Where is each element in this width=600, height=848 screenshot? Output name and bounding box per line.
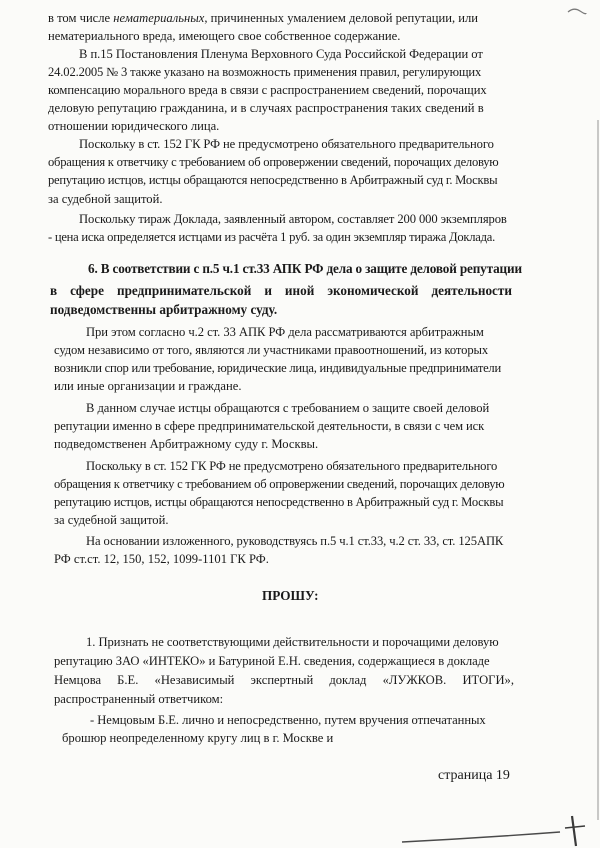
section-heading: подведомственны арбитражному суду. [50, 302, 278, 317]
text-line: судом независимо от того, являются ли участниками правоотношений, из которых [54, 343, 489, 357]
text-line: обращения к ответчику с требованием об опровержении сведений, порочащих деловую [54, 477, 505, 491]
text-word: доклад [329, 673, 367, 687]
text-fragment: в том числе [48, 11, 114, 25]
heading-word: экономической [327, 283, 419, 298]
text-line: В п.15 Постановления Пленума Верховного Суда Российской Федерации от [79, 47, 483, 61]
text-word: «ЛУЖКОВ. [382, 673, 447, 687]
text-line: При этом согласно ч.2 ст. 33 АПК РФ дела рассматриваются арбитражным [86, 325, 484, 339]
text-line: 1. Признать не соответствующими действительности и порочащими деловую [86, 635, 499, 649]
text-word: Б.Е. [117, 673, 139, 687]
heading-word: в [50, 283, 58, 298]
text-line: 24.02.2005 № 3 также указано на возможность применения правил, регулирующих [48, 65, 482, 79]
heading-word: и [264, 283, 272, 298]
section-heading [50, 282, 512, 300]
text-line: за судебной защитой. [48, 192, 163, 206]
text-line: отношении юридического лица. [48, 119, 220, 133]
text-line [54, 671, 514, 689]
italic-term: нематериальных [113, 11, 205, 25]
scan-mark-icon [566, 6, 588, 18]
text-word: Немцова [54, 673, 102, 687]
text-line: Поскольку в ст. 152 ГК РФ не предусмотрено обязательного предварительного [79, 137, 494, 151]
text-line: На основании изложенного, руководствуясь п.5 ч.1 ст.33, ч.2 ст. 33, ст. 125АПК [86, 534, 504, 548]
text-line: В данном случае истцы обращаются с требованием о защите своей деловой [86, 401, 490, 415]
scan-edge [597, 120, 599, 820]
page-edge-stroke-icon [400, 812, 590, 848]
text-line: брошюр неопределенному кругу лиц в г. Москве и [62, 731, 334, 745]
heading-word: иной [284, 283, 315, 298]
text-line: репутацию истцов, истцы обращаются непосредственно в Арбитражный суд г. Москвы [48, 173, 498, 187]
text-line: - Немцовым Б.Е. лично и непосредственно, путем вручения отпечатанных [90, 713, 486, 727]
heading-word: сфере [70, 283, 104, 298]
text-line: распространенный ответчиком: [54, 692, 224, 706]
text-line: нематериального вреда, имеющего свое собственное содержание. [48, 29, 401, 43]
text-word: «Независимый [154, 673, 235, 687]
page-number: страница 19 [438, 768, 510, 783]
text-word: экспертный [250, 673, 314, 687]
request-heading: ПРОШУ: [262, 588, 319, 603]
text-line: за судебной защитой. [54, 513, 169, 527]
text-line: - цена иска определяется истцами из расчёта 1 руб. за один экземпляр тиража Доклада. [48, 230, 496, 244]
text-line: репутации именно в сфере предпринимательской деятельности, в связи с чем иск [54, 419, 485, 433]
text-line: репутацию ЗАО «ИНТЕКО» и Батуриной Е.Н. сведения, содержащиеся в докладе [54, 654, 490, 668]
heading-word: предпринимательской [116, 283, 252, 298]
text-line: деловую репутацию гражданина, и в случаях распространения таких сведений в [48, 101, 484, 115]
text-word: ИТОГИ», [462, 673, 514, 687]
text-line: или иные организации и граждане. [54, 379, 242, 393]
text-line: подведомственен Арбитражному суду г. Москвы. [54, 437, 319, 451]
section-heading: 6. В соответствии с п.5 ч.1 ст.33 АПК РФ дела о защите деловой репутации [88, 261, 522, 276]
heading-word: деятельности [431, 283, 512, 298]
text-line: возникли спор или требование, юридические лица, индивидуальные предприниматели [54, 361, 501, 375]
text-fragment: , причиненных умалением деловой репутации, или [204, 11, 479, 25]
text-line [48, 9, 554, 27]
text-line: Поскольку тираж Доклада, заявленный автором, составляет 200 000 экземпляров [79, 212, 507, 226]
text-line: репутацию истцов, истцы обращаются непосредственно в Арбитражный суд г. Москвы [54, 495, 504, 509]
text-line: обращения к ответчику с требованием об опровержении сведений, порочащих деловую [48, 155, 499, 169]
text-line: компенсацию морального вреда в связи с распространением сведений, порочащих [48, 83, 487, 97]
text-line: РФ ст.ст. 12, 150, 152, 1099-1101 ГК РФ. [54, 552, 269, 566]
text-line: Поскольку в ст. 152 ГК РФ не предусмотрено обязательного предварительного [86, 459, 498, 473]
